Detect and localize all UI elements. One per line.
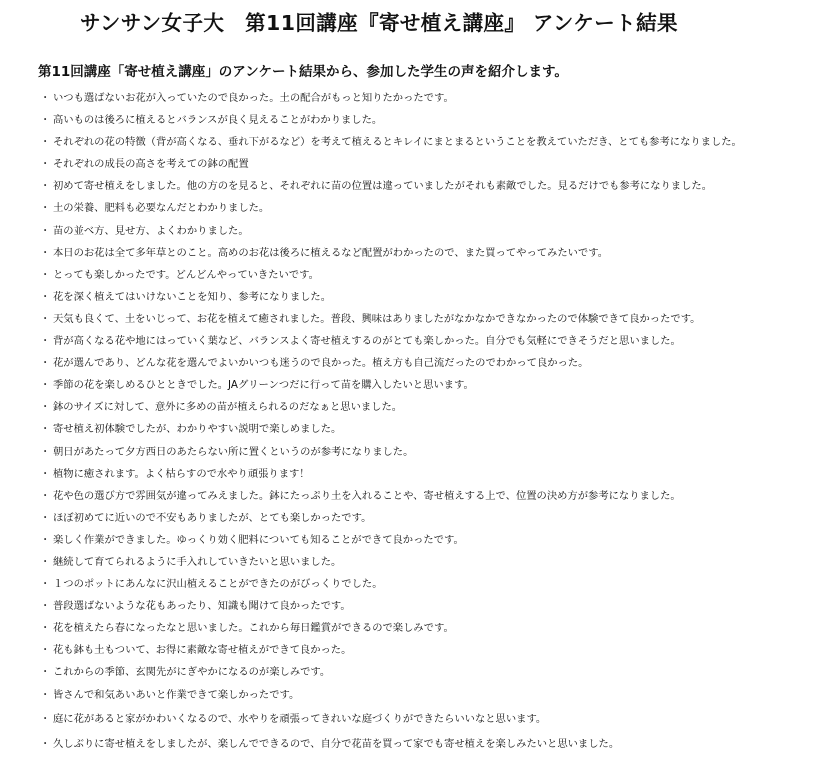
intro-text: 第11回講座「寄せ植え講座」のアンケート結果から、参加した学生の声を紹介します。	[38, 64, 568, 80]
bullet-icon: ・	[40, 445, 51, 458]
bullet-icon: ・	[40, 290, 51, 303]
list-item	[40, 689, 830, 702]
bullet-icon: ・	[40, 622, 51, 635]
comment-text: 季節の花を楽しめるひとときでした。JAグリーンつだに行って苗を購入したいと思います。	[53, 379, 474, 392]
comment-text: 普段選ばないような花もあったり、知識も聞けて良かったです。	[53, 600, 351, 613]
comment-text: 背が高くなる花や地にはっていく葉など、バランスよく寄せ植えするのがとても楽しかった。自分でも気軽にできそうだと思いました。	[53, 335, 681, 348]
list-item	[40, 313, 830, 326]
bullet-icon: ・	[40, 666, 51, 679]
comment-text: 久しぶりに寄せ植えをしましたが、楽しんでできるので、自分で花苗を買って家でも寄せ植えを楽しみたいと思いました。	[53, 737, 620, 750]
bullet-icon: ・	[40, 202, 51, 215]
comment-text: 花も鉢も土もついて、お得に素敵な寄せ植えができて良かった。	[53, 644, 352, 657]
comment-text: 植物に癒されます。よく枯らすので水やり頑張ります！	[53, 467, 310, 480]
list-item	[40, 468, 830, 481]
bullet-icon: ・	[40, 268, 51, 281]
comment-text: 花や色の選び方で雰囲気が違ってみえました。鉢にたっぷり土を入れることや、寄せ植えする上で、位置の決め方が参考になりました。	[53, 489, 681, 502]
bullet-icon: ・	[40, 533, 51, 546]
bullet-icon: ・	[40, 224, 51, 237]
list-item	[40, 180, 830, 193]
list-item	[40, 578, 830, 591]
bullet-icon: ・	[40, 511, 51, 524]
list-item	[40, 512, 830, 525]
comment-text: それぞれの花の特徴（背が高くなる、垂れ下がるなど）を考えて植えるとキレイにまとまるということを教えていただき、とても参考になりました。	[53, 136, 742, 149]
list-item	[40, 556, 830, 569]
bullet-icon: ・	[40, 357, 51, 370]
comment-text: 初めて寄せ植えをしました。他の方のを見ると、それぞれに苗の位置は違っていましたがそれも素敵でした。見るだけでも参考になりました。	[53, 180, 712, 193]
comment-text: とっても楽しかったです。どんどんやっていきたいです。	[53, 268, 319, 281]
list-item	[40, 379, 830, 392]
list-item	[40, 136, 830, 149]
comment-text: それぞれの成長の高さを考えての鉢の配置	[53, 158, 249, 171]
bullet-icon: ・	[40, 136, 51, 149]
bullet-icon: ・	[40, 555, 51, 568]
list-item	[40, 644, 830, 657]
bullet-icon: ・	[40, 644, 51, 657]
list-item	[40, 446, 830, 459]
list-item	[40, 622, 830, 635]
comment-text: 楽しく作業ができました。ゆっくり効く肥料についても知ることができて良かったです。	[53, 533, 464, 546]
comment-text: 花が選んであり、どんな花を選んでよいかいつも迷うので良かった。植え方も自己流だったのでわかって良かった。	[53, 357, 589, 370]
bullet-icon: ・	[40, 401, 51, 414]
comment-text: 寄せ植え初体験でしたが、わかりやすい説明で楽しめました。	[53, 423, 342, 436]
list-item	[40, 357, 830, 370]
comment-text: １つのポットにあんなに沢山植えることができたのがびっくりでした。	[53, 578, 383, 591]
list-item	[40, 158, 830, 171]
list-item	[40, 713, 830, 726]
comment-text: 苗の並べ方、見せ方、よくわかりました。	[53, 224, 249, 237]
list-item	[40, 202, 830, 215]
bullet-icon: ・	[40, 688, 51, 701]
bullet-icon: ・	[40, 600, 51, 613]
bullet-icon: ・	[40, 335, 51, 348]
comment-text: 花を深く植えてはいけないことを知り、参考になりました。	[53, 290, 332, 303]
bullet-icon: ・	[40, 180, 51, 193]
bullet-icon: ・	[40, 379, 51, 392]
comment-text: 高いものは後ろに植えるとバランスが良く見えることがわかりました。	[53, 114, 383, 127]
list-item	[40, 269, 830, 282]
bullet-icon: ・	[40, 713, 51, 726]
list-item	[40, 600, 830, 613]
comment-text: 皆さんで和気あいあいと作業できて楽しかったです。	[53, 688, 300, 701]
bullet-icon: ・	[40, 246, 51, 259]
bullet-icon: ・	[40, 489, 51, 502]
list-item	[40, 335, 830, 348]
page-title: サンサン女子大 第11回講座『寄せ植え講座』 アンケート結果	[80, 11, 678, 35]
comment-text: 天気も良くて、土をいじって、お花を植えて癒されました。普段、興味はありましたがなかなかできなかったので体験できて良かったです。	[53, 312, 701, 325]
list-item	[40, 92, 830, 105]
bullet-icon: ・	[40, 92, 51, 104]
list-item	[40, 291, 830, 304]
list-item	[40, 534, 830, 547]
list-item	[40, 114, 830, 127]
list-item	[40, 401, 830, 414]
bullet-icon: ・	[40, 578, 51, 591]
comment-text: ほぼ初めてに近いので不安もありましたが、とても楽しかったです。	[53, 511, 372, 524]
list-item	[40, 423, 830, 436]
comment-text: これからの季節、玄関先がにぎやかになるのが楽しみです。	[53, 666, 331, 679]
list-item	[40, 490, 830, 503]
list-item	[40, 225, 830, 238]
bullet-icon: ・	[40, 312, 51, 325]
bullet-icon: ・	[40, 467, 51, 480]
list-item	[40, 738, 830, 751]
comment-text: 鉢のサイズに対して、意外に多めの苗が植えられるのだなぁと思いました。	[53, 401, 403, 414]
comment-list	[40, 92, 830, 762]
comment-text: 本日のお花は全て多年草とのこと。高めのお花は後ろに植えるなど配置がわかったので、また買ってやってみたいです。	[53, 246, 608, 259]
comment-text: いつも選ばないお花が入っていたので良かった。土の配合がもっと知りたかったです。	[53, 92, 454, 104]
bullet-icon: ・	[40, 737, 51, 750]
list-item	[40, 666, 830, 679]
comment-text: 継続して育てられるように手入れしていきたいと思いました。	[53, 555, 342, 568]
bullet-icon: ・	[40, 114, 51, 127]
bullet-icon: ・	[40, 158, 51, 171]
comment-text: 花を植えたら春になったなと思いました。これから毎日鑑賞ができるので楽しみです。	[53, 622, 454, 635]
list-item	[40, 247, 830, 260]
comment-text: 庭に花があると家がかわいくなるので、水やりを頑張ってきれいな庭づくりができたらいいなと思います。	[53, 713, 547, 726]
comment-text: 朝日があたって夕方西日のあたらない所に置くというのが参考になりました。	[53, 445, 414, 458]
comment-text: 土の栄養、肥料も必要なんだとわかりました。	[53, 202, 270, 215]
bullet-icon: ・	[40, 423, 51, 436]
